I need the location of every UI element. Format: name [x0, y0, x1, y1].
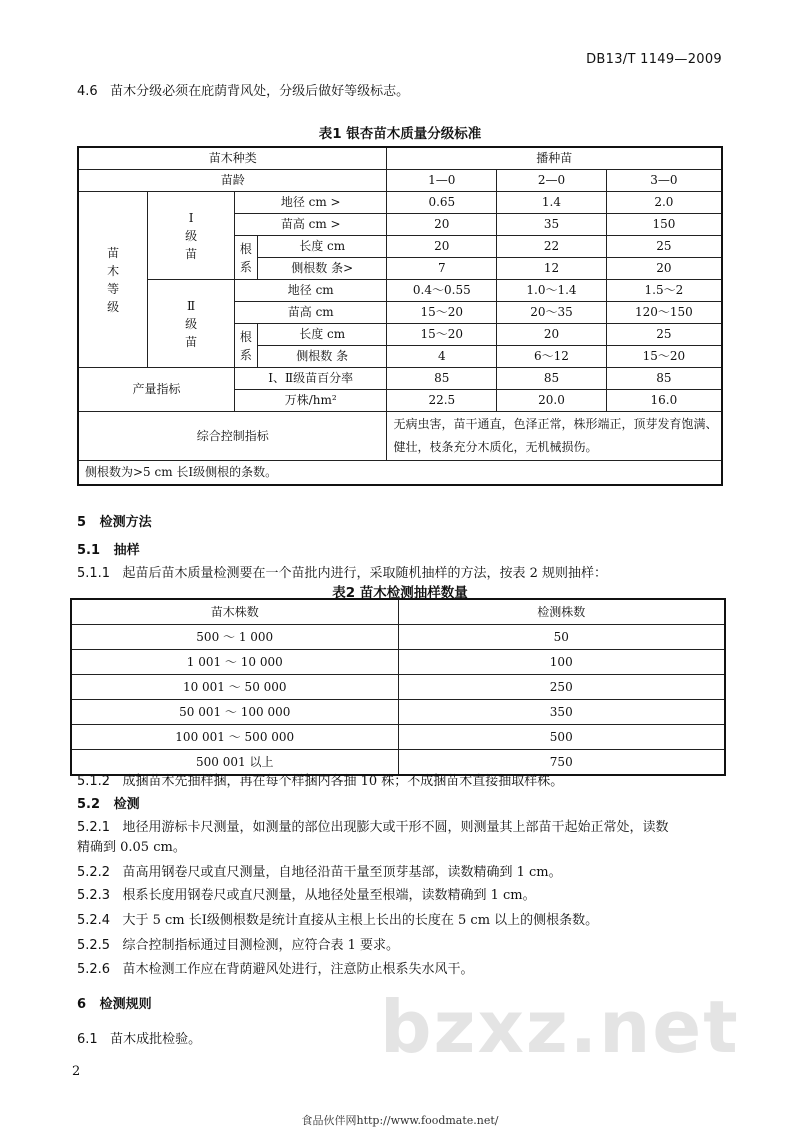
grading-standard-table: [77, 146, 723, 486]
clause-number: 5.2.1: [77, 820, 111, 835]
clause-5-2-6: [77, 958, 474, 977]
root-system-label: 根 系: [234, 236, 257, 280]
clause-number: 5.2.4: [77, 913, 111, 928]
header-age: 苗龄: [78, 170, 387, 192]
value-cell: 1.5～2: [606, 280, 722, 302]
value-cell: 750: [398, 750, 725, 776]
grade1-label: Ⅰ 级 苗: [148, 192, 235, 280]
composite-text: 无病虫害，苗干通直，色泽正常，株形端正，顶芽发育饱满、健壮，枝条充分木质化，无机械损伤。: [387, 412, 722, 461]
sampling-table: [70, 598, 726, 776]
clause-text: 大于 5 cm 长Ⅰ级侧根数是统计直接从主根上长出的长度在 5 cm 以上的侧根条数。: [122, 913, 599, 928]
clause-6-1: [77, 1028, 201, 1047]
value-cell: 1.0～1.4: [497, 280, 607, 302]
clause-5-2-2: [77, 861, 562, 880]
clause-number: 5.1.1: [77, 566, 111, 581]
clause-text: 地径用游标卡尺测量，如测量的部位出现膨大或干形不圆，则测量其上部苗干起始正常处，读数: [122, 820, 669, 835]
section-number: 5: [77, 515, 87, 530]
value-cell: 4: [387, 346, 497, 368]
table-row: [78, 412, 722, 461]
value-cell: 350: [398, 700, 725, 725]
table1-caption: 表1 银杏苗木质量分级标准: [318, 126, 482, 142]
grade-label: 苗 木 等 级: [78, 192, 148, 368]
page-number: 2: [72, 1064, 81, 1079]
item-cell: 长度 cm: [257, 236, 387, 258]
clause-number: 5.2.6: [77, 962, 111, 977]
table-row: [71, 650, 725, 675]
table-row: [78, 280, 722, 302]
section-number: 6: [77, 997, 87, 1012]
table-row: [71, 675, 725, 700]
clause-number: 4.6: [77, 84, 98, 99]
section-5-2: [77, 793, 140, 812]
header-seedling-type: 苗木种类: [78, 147, 387, 170]
value-cell: 250: [398, 675, 725, 700]
value-cell: 12: [497, 258, 607, 280]
value-cell: 20.0: [497, 390, 607, 412]
section-title: 检测方法: [99, 515, 152, 530]
count-cell: 500 001 以上: [71, 750, 398, 776]
item-cell: 侧根数 条: [257, 346, 387, 368]
value-cell: 16.0: [606, 390, 722, 412]
value-cell: 100: [398, 650, 725, 675]
age-cell: 2—0: [497, 170, 607, 192]
value-cell: 0.65: [387, 192, 497, 214]
clause-number: 5.2.2: [77, 865, 111, 880]
value-cell: 85: [606, 368, 722, 390]
value-cell: 85: [497, 368, 607, 390]
header-sowing: 播种苗: [387, 147, 722, 170]
item-cell: 地径 cm >: [234, 192, 387, 214]
table-row: [71, 700, 725, 725]
clause-4-6: [77, 80, 409, 99]
table-row: [78, 461, 722, 486]
section-title: 检测: [113, 797, 140, 812]
clause-number: 6.1: [77, 1032, 98, 1047]
clause-number: 5.1.2: [77, 774, 111, 789]
clause-text: 综合控制指标通过目测检测，应符合表 1 要求。: [122, 938, 400, 953]
value-cell: 50: [398, 625, 725, 650]
value-cell: 85: [387, 368, 497, 390]
value-cell: 15～20: [606, 346, 722, 368]
value-cell: 22: [497, 236, 607, 258]
clause-5-1-1: [77, 562, 607, 581]
count-cell: 50 001 ～ 100 000: [71, 700, 398, 725]
clause-5-2-5: [77, 934, 399, 953]
count-cell: 500 ～ 1 000: [71, 625, 398, 650]
value-cell: 120～150: [606, 302, 722, 324]
table-row: [71, 625, 725, 650]
footer-source: 食品伙伴网http://www.foodmate.net/: [301, 1114, 499, 1127]
age-cell: 3—0: [606, 170, 722, 192]
clause-text: 苗木检测工作应在背荫避风处进行，注意防止根系失水风干。: [122, 962, 474, 977]
value-cell: 25: [606, 324, 722, 346]
clause-number: 5.2.3: [77, 888, 111, 903]
count-cell: 1 001 ～ 10 000: [71, 650, 398, 675]
header-test-count: 检测株数: [398, 599, 725, 625]
item-cell: 侧根数 条>: [257, 258, 387, 280]
age-cell: 1—0: [387, 170, 497, 192]
section-number: 5.2: [77, 797, 101, 812]
value-cell: 20: [497, 324, 607, 346]
header-seedling-count: 苗木株数: [71, 599, 398, 625]
clause-text: 成捆苗木先抽样捆，再在每个样捆内各抽 10 株；不成捆苗木直接抽取样株。: [122, 774, 564, 789]
value-cell: 2.0: [606, 192, 722, 214]
count-cell: 100 001 ～ 500 000: [71, 725, 398, 750]
item-cell: 长度 cm: [257, 324, 387, 346]
table-row: [71, 599, 725, 625]
section-number: 5.1: [77, 543, 101, 558]
clause-5-2-4: [77, 909, 598, 928]
clause-text: 苗高用钢卷尺或直尺测量，自地径沿苗干量至顶芽基部，读数精确到 1 cm。: [122, 865, 562, 880]
yield-label: 产量指标: [78, 368, 234, 412]
item-cell: 万株/hm²: [234, 390, 387, 412]
grade2-label: Ⅱ 级 苗: [148, 280, 235, 368]
item-cell: Ⅰ、Ⅱ级苗百分率: [234, 368, 387, 390]
clause-number: 5.2.5: [77, 938, 111, 953]
item-cell: 苗高 cm >: [234, 214, 387, 236]
clause-5-2-1-continued: 精确到 0.05 cm。: [77, 840, 186, 855]
value-cell: 0.4～0.55: [387, 280, 497, 302]
value-cell: 6～12: [497, 346, 607, 368]
clause-5-1-2: [77, 770, 563, 789]
value-cell: 35: [497, 214, 607, 236]
section-title: 检测规则: [99, 997, 152, 1012]
clause-text: 根系长度用钢卷尺或直尺测量，从地径处量至根端，读数精确到 1 cm。: [122, 888, 536, 903]
table2-caption: 表2 苗木检测抽样数量: [332, 585, 468, 601]
section-5-1: [77, 539, 140, 558]
value-cell: 25: [606, 236, 722, 258]
value-cell: 20～35: [497, 302, 607, 324]
section-6: [77, 993, 152, 1012]
value-cell: 7: [387, 258, 497, 280]
document-code: DB13/T 1149—2009: [586, 52, 722, 67]
table-row: [78, 170, 722, 192]
item-cell: 地径 cm: [234, 280, 387, 302]
watermark: bzxz.net: [380, 985, 740, 1069]
table-row: [78, 368, 722, 390]
value-cell: 15～20: [387, 324, 497, 346]
value-cell: 20: [387, 236, 497, 258]
root-system-label: 根 系: [234, 324, 257, 368]
value-cell: 22.5: [387, 390, 497, 412]
clause-5-2-1: [77, 816, 669, 835]
clause-text: 起苗后苗木质量检测要在一个苗批内进行，采取随机抽样的方法，按表 2 规则抽样：: [122, 566, 608, 581]
composite-label: 综合控制指标: [78, 412, 387, 461]
value-cell: 20: [606, 258, 722, 280]
value-cell: 500: [398, 725, 725, 750]
clause-5-2-3: [77, 884, 536, 903]
table-row: [78, 147, 722, 170]
count-cell: 10 001 ～ 50 000: [71, 675, 398, 700]
table-row: [71, 725, 725, 750]
value-cell: 1.4: [497, 192, 607, 214]
value-cell: 15～20: [387, 302, 497, 324]
value-cell: 150: [606, 214, 722, 236]
section-5: [77, 511, 152, 530]
clause-text: 苗木分级必须在庇荫背风处，分级后做好等级标志。: [110, 84, 410, 99]
section-title: 抽样: [113, 543, 140, 558]
table-row: [78, 192, 722, 214]
clause-text: 苗木成批检验。: [110, 1032, 202, 1047]
item-cell: 苗高 cm: [234, 302, 387, 324]
value-cell: 20: [387, 214, 497, 236]
table-note: 侧根数为>5 cm 长Ⅰ级侧根的条数。: [78, 461, 722, 486]
